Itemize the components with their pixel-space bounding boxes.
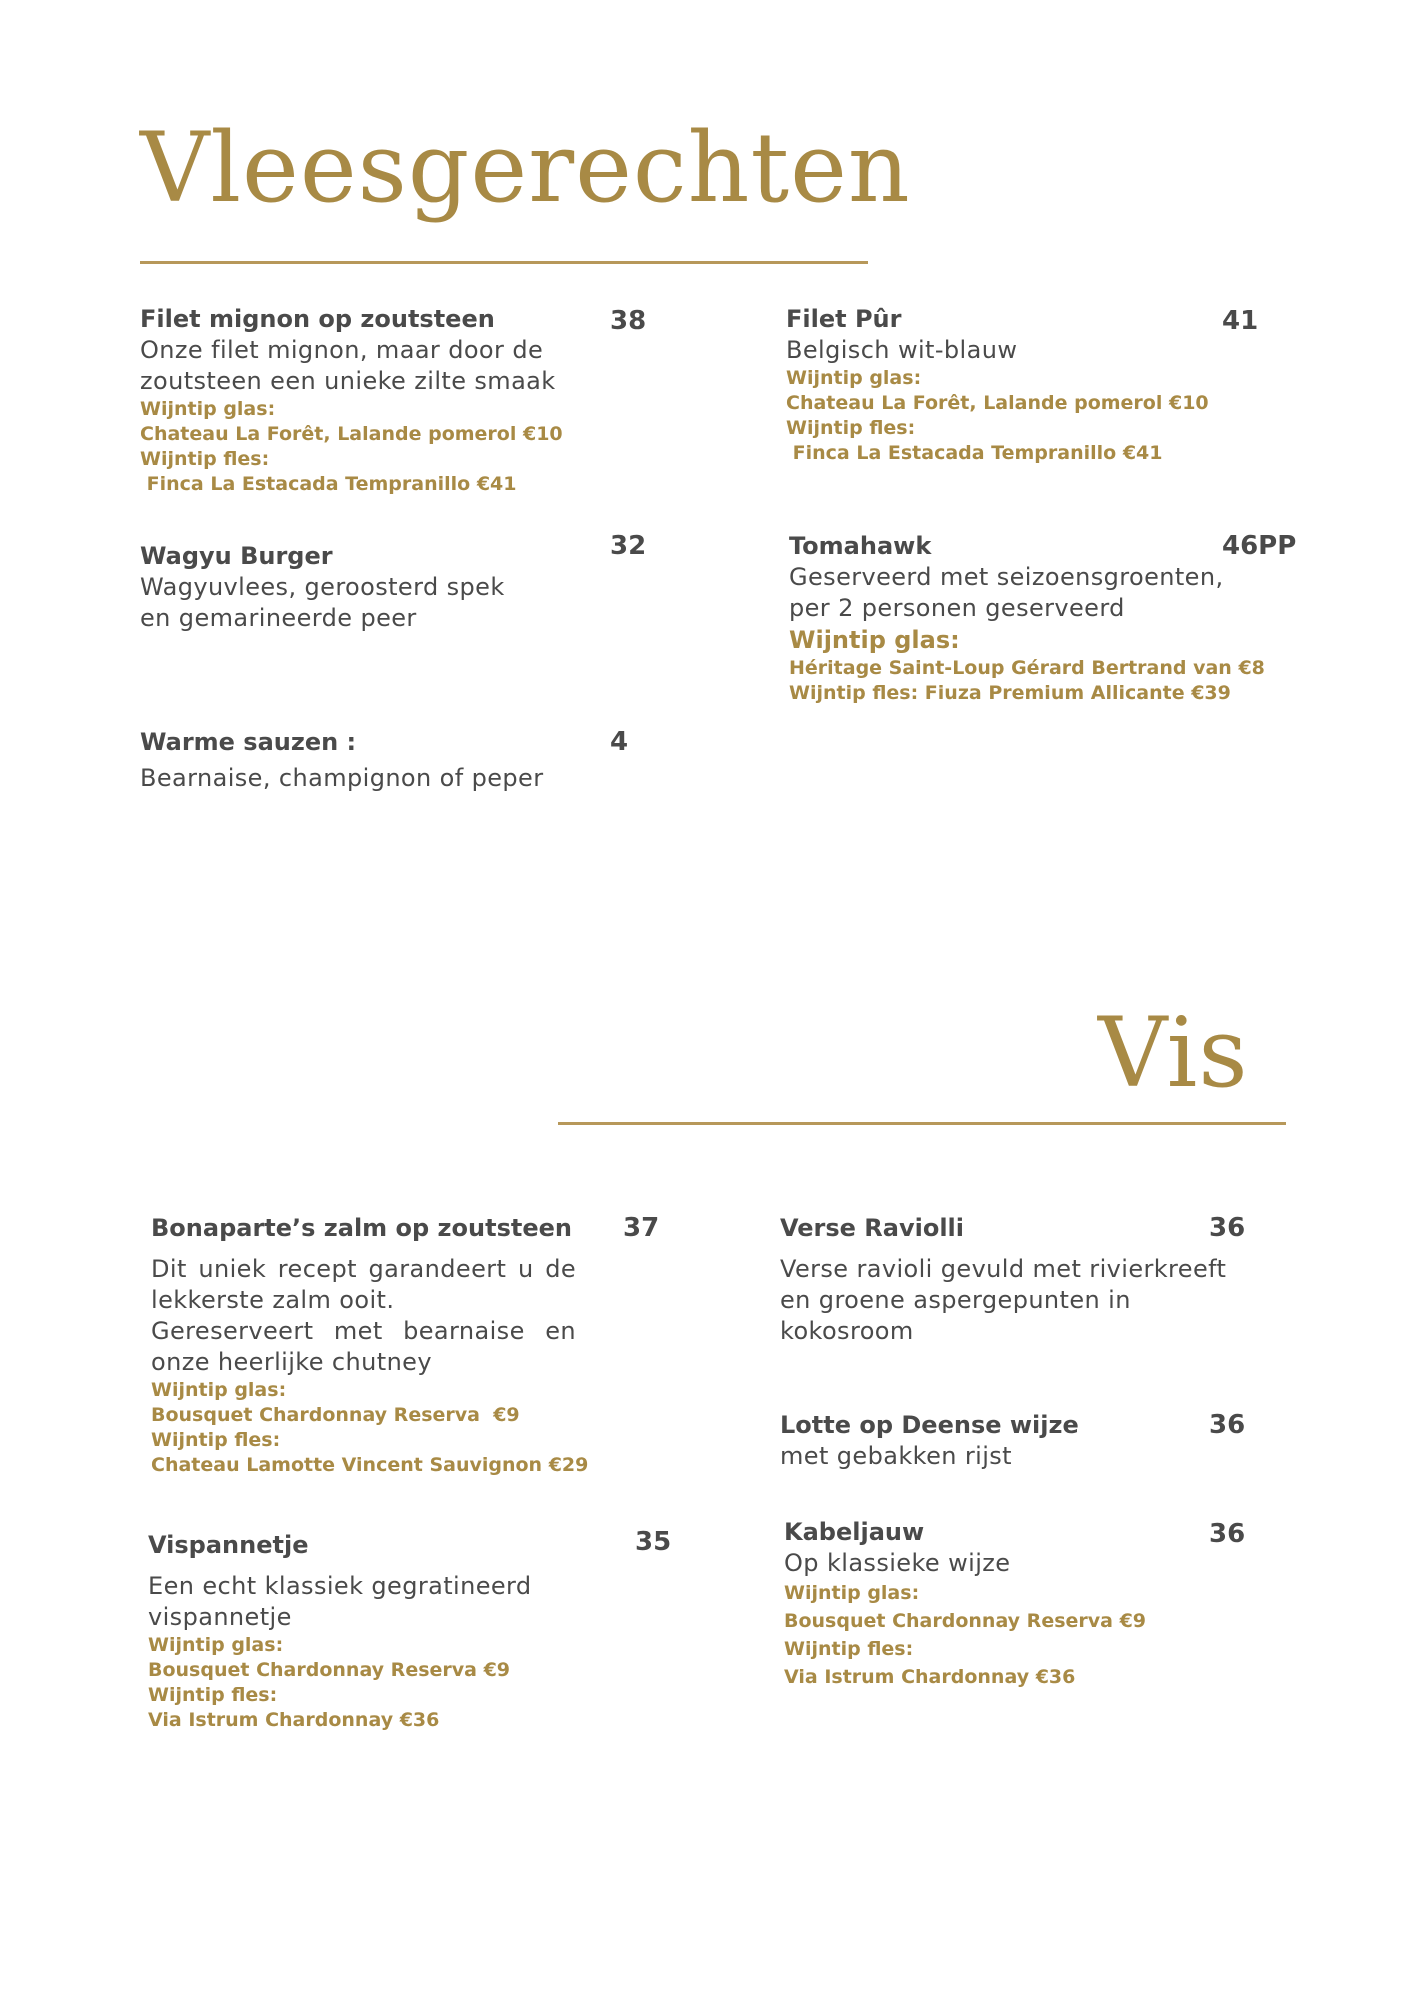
item-price: 36 [1209,1519,1246,1549]
item-name: Tomahawk [789,532,932,560]
item-name: Filet mignon op zoutsteen [140,305,495,333]
menu-item [780,1410,1300,1472]
item-price: 41 [1222,306,1259,336]
item-price: 32 [610,531,647,561]
item-name: Warme sauzen : [140,728,357,756]
item-name: Vispannetje [148,1531,309,1559]
item-price: 36 [1209,1213,1246,1243]
item-name: Lotte op Deense wijze [780,1411,1079,1439]
item-description: Belgisch wit-blauw [786,336,1018,364]
menu-item [148,1527,672,1733]
item-name: Kabeljauw [784,1518,925,1546]
section-title-meat: Vleesgerechten [140,112,911,224]
wine-tip: Wijntip glas: Bousquet Chardonnay Reserva €9 Wijntip fles: Via Istrum Chardonnay €36 [784,1582,1147,1688]
wine-tip: Wijntip glas: Chateau La Forêt, Lalande pomerol €10 Wijntip fles: Finca La Estacada Tempranillo €41 [140,398,563,495]
menu-item [151,1213,660,1478]
item-price: 37 [623,1213,660,1243]
item-price: 46PP [1222,531,1297,561]
wine-tip: Wijntip glas: Chateau La Forêt, Lalande pomerol €10 Wijntip fles: Finca La Estacada Tempranillo €41 [786,367,1209,464]
menu-item [786,304,1306,466]
item-name: Wagyu Burger [140,542,333,570]
menu-item [780,1213,1300,1347]
wine-tip-heading: Wijntip glas: [789,626,960,654]
item-description: Op klassieke wijze [784,1549,1011,1577]
item-name: Bonaparte’s zalm op zoutsteen [151,1214,572,1242]
wine-tip: Wijntip glas: Bousquet Chardonnay Reserva €9 Wijntip fles: Via Istrum Chardonnay €36 [148,1634,511,1731]
item-price: 4 [610,727,629,757]
item-description: met gebakken rijst [780,1442,1012,1470]
wine-tip: Wijntip glas: Bousquet Chardonnay Reserva €9 Wijntip fles: Chateau Lamotte Vincent Sauvignon €29 [151,1379,589,1476]
menu-item [784,1517,1304,1691]
item-description: Bearnaise, champignon of peper [140,764,544,792]
item-description: Onze filet mignon, maar door de zoutsteen een unieke zilte smaak [140,336,556,395]
item-price: 35 [635,1527,672,1557]
menu-item [140,531,660,634]
item-name: Filet Pûr [786,305,902,333]
item-description: Verse ravioli gevuld met rivierkreeft en groene aspergepunten in kokosroom [780,1255,1227,1345]
item-description: Geserveerd met seizoensgroenten, per 2 personen geserveerd [789,563,1224,622]
item-description: Wagyuvlees, geroosterd spek en gemarineerde peer [140,573,505,632]
item-description: Dit uniek recept garandeert u de lekkerste zalm ooit. Gereserveert met bearnaise en onze heerlijke chutney [151,1255,576,1376]
item-description: Een echt klassiek gegratineerd vispannetje [148,1572,532,1631]
item-name: Verse Raviolli [780,1214,965,1242]
wine-tip: Héritage Saint-Loup Gérard Bertrand van €8 Wijntip fles: Fiuza Premium Allicante €39 [789,657,1265,704]
section-title-fish: Vis [1098,997,1249,1109]
menu-item [140,304,660,497]
menu-item [789,531,1309,706]
section-divider [140,261,868,264]
item-price: 36 [1209,1410,1246,1440]
section-divider [558,1122,1286,1125]
menu-item [140,727,660,794]
item-price: 38 [610,306,647,336]
